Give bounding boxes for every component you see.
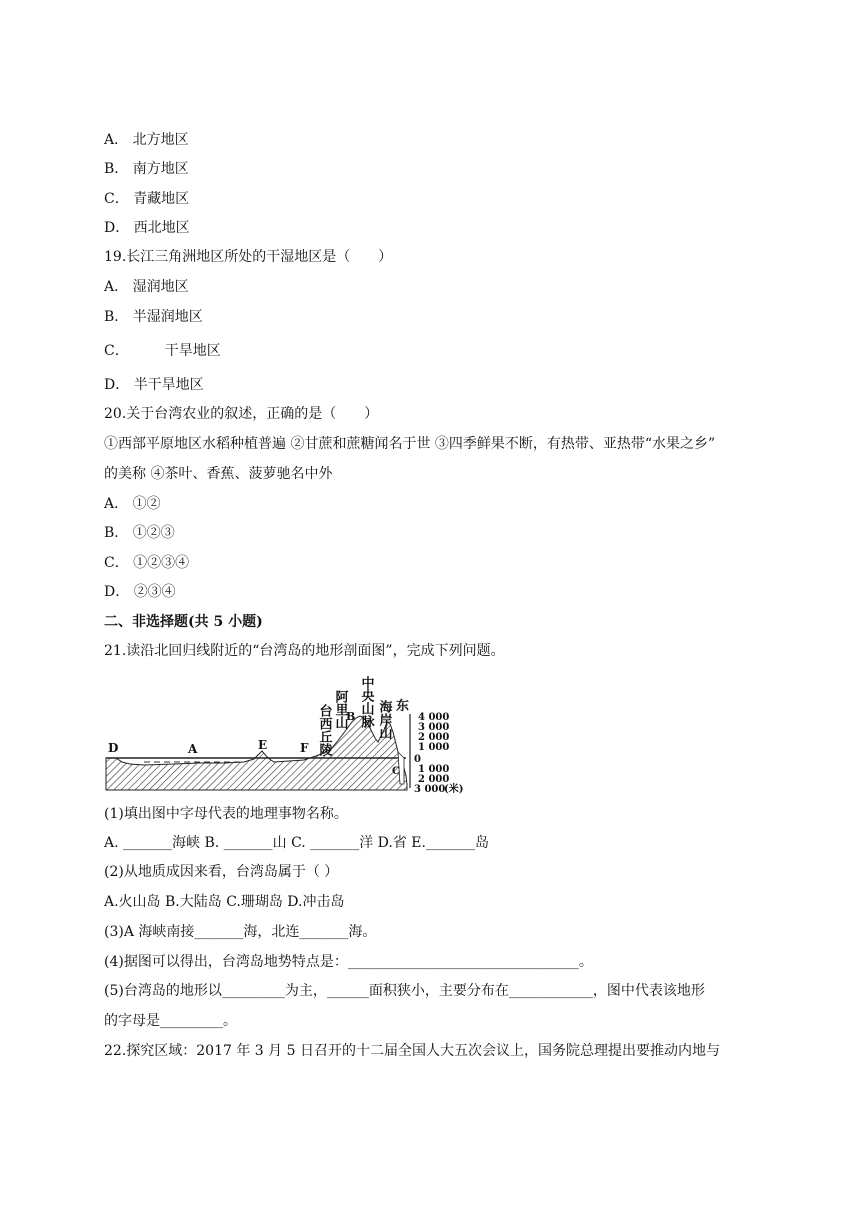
q21-part-5-line-2: 的字母是_________。 — [104, 1013, 237, 1029]
q21-part-4: (4)据图可以得出，台湾岛地势特点是：_________________________________。 — [104, 954, 593, 970]
q22-line-1: 22.探究区域：2017 年 3 月 5 日召开的十二届全国人大五次会议上，国务院总理提出要推动内地与 — [104, 1043, 720, 1059]
scale-1000-up: 1 000 — [418, 742, 450, 753]
q20-option-a: A． ①② — [104, 496, 161, 512]
label-b: B — [346, 710, 356, 723]
q21-stem: 21.读沿北回归线附近的“台湾岛的地形剖面图”，完成下列问题。 — [104, 643, 505, 659]
q20-body-line-1: ①西部平原地区水稻种植普遍 ②甘蔗和蔗糖闻名于世 ③四季鲜果不断，有热带、亚热带“水果之乡” — [104, 436, 716, 452]
scale-4000: 4 000 — [418, 712, 450, 723]
q18-option-d: D． 西北地区 — [104, 220, 190, 236]
q18-option-c: C． 青藏地区 — [104, 191, 190, 207]
q19-option-c: C． 干旱地区 — [104, 343, 221, 359]
scale-unit: (米) — [444, 784, 464, 795]
q20-option-c: C． ①②③④ — [104, 555, 190, 571]
scale-3000: 3 000 — [418, 722, 450, 733]
q20-option-d: D． ②③④ — [104, 584, 176, 600]
label-e: E — [258, 738, 268, 752]
q18-option-b: B． 南方地区 — [104, 161, 189, 177]
q19-stem: 19.长江三角洲地区所处的干湿地区是（ ） — [104, 249, 393, 265]
label-a: A — [188, 742, 198, 756]
q21-part-1: (1)填出图中字母代表的地理事物名称。 — [104, 806, 348, 822]
label-f: F — [300, 741, 309, 755]
scale-2000: 2 000 — [418, 732, 450, 743]
label-d: D — [108, 741, 119, 755]
label-central-range: 中央山脉 — [358, 676, 374, 728]
q21-part-3: (3)A 海峡南接_______海，北连_______海。 — [104, 924, 377, 940]
q21-part-5-line-1: (5)台湾岛的地形以_________为主，______面积狭小，主要分布在____________，图中代表该地形 — [104, 983, 705, 999]
label-taixi-hills: 台西丘陵 — [316, 704, 332, 756]
label-east: 东 — [396, 699, 410, 714]
q20-stem: 20.关于台湾农业的叙述，正确的是（ ） — [104, 406, 379, 422]
q18-option-a: A． 北方地区 — [104, 132, 189, 148]
q19-option-a: A． 湿润地区 — [104, 279, 189, 295]
scale-3000-down: 3 000 — [414, 784, 446, 795]
q21-part-2: (2)从地质成因来看，台湾岛属于（ ） — [104, 864, 339, 880]
q20-option-b: B． ①②③ — [104, 525, 175, 541]
label-coastal-range: 海岸山 — [376, 700, 392, 739]
scale-0: 0 — [414, 754, 421, 765]
scale-1000-down: 1 000 — [418, 764, 450, 775]
q19-option-b: B． 半湿润地区 — [104, 309, 203, 325]
section-2-title: 二、非选择题(共 5 小题) — [104, 614, 263, 630]
label-c: C — [392, 766, 400, 777]
taiwan-profile-figure — [104, 672, 474, 800]
q20-body-line-2: 的美称 ④茶叶、香蕉、菠萝驰名中外 — [104, 466, 333, 482]
scale-2000-down: 2 000 — [418, 774, 450, 785]
q21-part-1-blanks: A. _______海峡 B. _______山 C. _______洋 D.省 E._______岛 — [104, 835, 489, 851]
label-alishan: 阿里山 — [332, 690, 348, 729]
q21-part-2-options: A.火山岛 B.大陆岛 C.珊瑚岛 D.冲击岛 — [104, 894, 345, 910]
q19-option-d: D． 半干旱地区 — [104, 377, 204, 393]
